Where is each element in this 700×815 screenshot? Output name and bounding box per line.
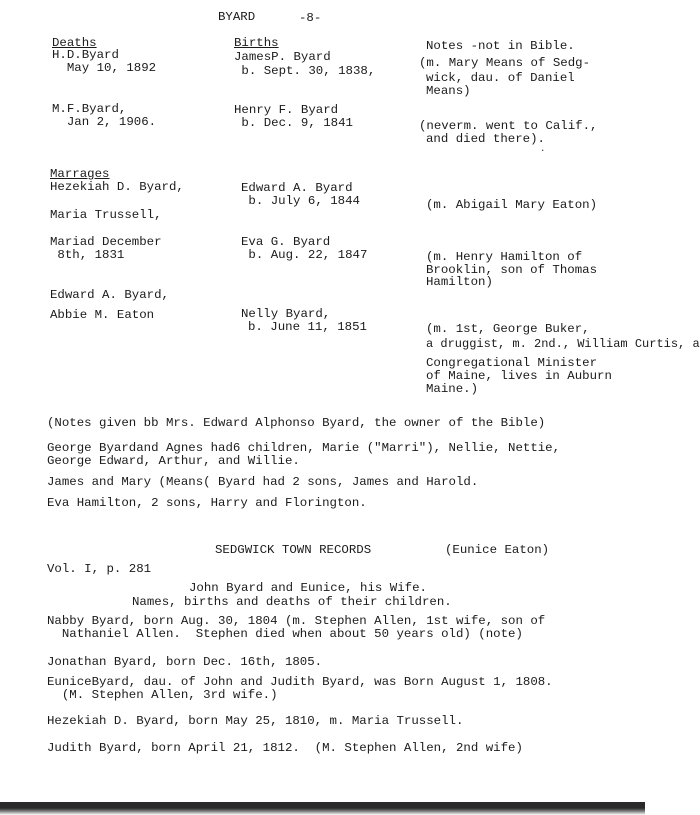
note-line: (neverm. went to Calif.,	[419, 119, 598, 133]
note-line: (m. Abigail Mary Eaton)	[426, 198, 598, 212]
death-entry-date: Jan 2, 1906.	[52, 115, 157, 129]
bible-note-source: (Notes given bb Mrs. Edward Alphonso Byard, the owner of the Bible)	[47, 416, 546, 430]
bible-note-line: George Edward, Arthur, and Willie.	[47, 454, 300, 468]
marriage-line: Maria Trussell,	[50, 208, 162, 222]
marriage-date: 8th, 1831	[50, 248, 125, 262]
record-entry: Judith Byard, born April 21, 1812. (M. Stephen Allen, 2nd wife)	[47, 741, 523, 755]
notes-heading: Notes -not in Bible.	[426, 39, 575, 53]
records-intro-line: John Byard and Eunice, his Wife.	[189, 581, 427, 595]
record-entry: (M. Stephen Allen, 3rd wife.)	[47, 688, 278, 702]
page-title: BYARD	[218, 10, 256, 24]
town-records-source: (Eunice Eaton)	[445, 543, 550, 557]
marriage-line: Edward A. Byard,	[50, 288, 169, 302]
record-entry: Nabby Byard, born Aug. 30, 1804 (m. Stephen Allen, 1st wife, son of	[47, 614, 546, 628]
birth-entry-date: b. Aug. 22, 1847	[241, 248, 368, 262]
birth-entry-name: Eva G. Byard	[241, 235, 331, 249]
note-line: a druggist, m. 2nd., William Curtis, a	[426, 337, 700, 351]
note-line: Means)	[426, 84, 471, 98]
death-entry-name: M.F.Byard,	[52, 102, 127, 116]
record-entry: Jonathan Byard, born Dec. 16th, 1805.	[47, 655, 323, 669]
records-intro-line: Names, births and deaths of their children.	[132, 595, 452, 609]
bible-note-line: George Byardand Agnes had6 children, Marie ("Marri"), Nellie, Nettie,	[47, 441, 561, 455]
stray-mark: ·	[540, 146, 546, 156]
scan-bottom-edge	[0, 802, 645, 815]
note-line: (m. Mary Means of Sedg-	[419, 56, 591, 70]
note-line: Congregational Minister	[426, 356, 598, 370]
births-heading: Births	[234, 36, 279, 50]
birth-entry-name: Henry F. Byard	[234, 103, 339, 117]
town-records-heading: SEDGWICK TOWN RECORDS	[215, 543, 372, 557]
birth-entry-date: b. June 11, 1851	[248, 320, 367, 334]
note-line: Hamilton)	[426, 275, 493, 289]
volume-reference: Vol. I, p. 281	[47, 562, 152, 576]
deaths-heading: Deaths	[52, 36, 97, 50]
note-line: wick, dau. of Daniel	[426, 71, 575, 85]
note-line: (m. 1st, George Buker,	[426, 322, 590, 336]
birth-entry-date: b. July 6, 1844	[241, 194, 360, 208]
note-line: of Maine, lives in Auburn	[426, 369, 612, 383]
marriage-line: Hezekiah D. Byard,	[50, 180, 184, 194]
death-entry-name: H.D.Byard	[52, 48, 119, 62]
note-line: Maine.)	[426, 382, 479, 396]
bible-note-line: Eva Hamilton, 2 sons, Harry and Florington.	[47, 496, 367, 510]
note-line: (m. Henry Hamilton of	[426, 250, 583, 264]
marriages-heading: Marrages	[50, 167, 110, 181]
record-entry: Nathaniel Allen. Stephen died when about 50 years old) (note)	[47, 627, 523, 641]
death-entry-date: May 10, 1892	[52, 61, 157, 75]
record-entry: EuniceByard, dau. of John and Judith Byard, was Born August 1, 1808.	[47, 675, 553, 689]
marriage-date: Mariad December	[50, 235, 162, 249]
birth-entry-name: Nelly Byard,	[241, 307, 331, 321]
note-line: and died there).	[426, 132, 545, 146]
birth-entry-date: b. Dec. 9, 1841	[234, 116, 353, 130]
birth-entry-date: b. Sept. 30, 1838,	[234, 64, 376, 78]
birth-entry-name: JamesP. Byard	[234, 50, 331, 64]
record-entry: Hezekiah D. Byard, born May 25, 1810, m. Maria Trussell.	[47, 714, 464, 728]
birth-entry-name: Edward A. Byard	[241, 181, 353, 195]
page-number: -8-	[299, 11, 322, 25]
bible-note-line: James and Mary (Means( Byard had 2 sons, James and Harold.	[47, 475, 479, 489]
marriage-line: Abbie M. Eaton	[50, 308, 155, 322]
note-line: Brooklin, son of Thomas	[426, 263, 598, 277]
